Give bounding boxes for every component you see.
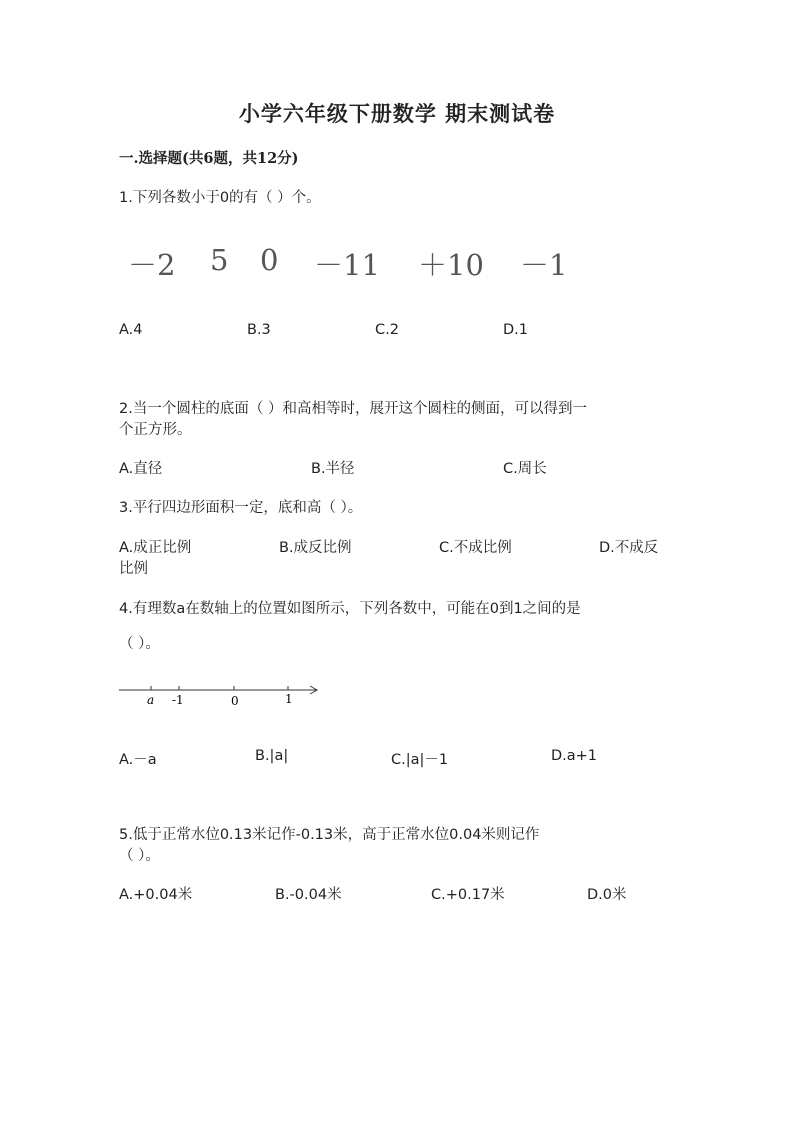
q1-option-d: D.1 [503, 322, 528, 338]
q1-number-5: ＋10 [418, 248, 484, 282]
page-title: 小学六年级下册数学 期末测试卷 [238, 101, 556, 126]
number-line-figure [119, 680, 324, 710]
q1-option-c: C.2 [375, 322, 399, 338]
section-heading: 一.选择题(共6题，共12分) [119, 150, 299, 167]
q1-number-6: －1 [520, 248, 568, 282]
q5-option-b: B.-0.04米 [275, 887, 342, 903]
q3-option-a: A.成正比例 [119, 540, 192, 556]
label-1: 1 [285, 692, 293, 706]
q1-number-2: 5 [210, 243, 229, 277]
q3-option-d-wrap: 比例 [119, 561, 148, 577]
question-4-stem-line1: 4.有理数a在数轴上的位置如图所示，下列各数中，可能在0到1之间的是 [119, 601, 581, 617]
q3-option-b: B.成反比例 [279, 540, 352, 556]
q5-option-a: A.+0.04米 [119, 887, 193, 903]
q5-option-c: C.+0.17米 [431, 887, 505, 903]
label-minus-1: -1 [172, 693, 184, 707]
q4-option-b: B.|a| [255, 748, 289, 764]
q2-option-c: C.周长 [503, 461, 547, 477]
q1-number-3: 0 [260, 243, 279, 277]
q1-number-4: －11 [314, 248, 380, 282]
label-a: a [147, 693, 155, 707]
q1-number-1: －2 [128, 248, 176, 282]
q2-option-b: B.半径 [311, 461, 355, 477]
question-5-stem-line1: 5.低于正常水位0.13米记作-0.13米，高于正常水位0.04米则记作 [119, 827, 540, 843]
question-5-stem-line2: （ ）。 [119, 848, 160, 864]
q4-option-c: C.|a|－1 [391, 752, 449, 768]
question-2-stem-line1: 2.当一个圆柱的底面（ ）和高相等时，展开这个圆柱的侧面，可以得到一 [119, 401, 587, 417]
q4-option-d: D.a+1 [551, 748, 598, 764]
q1-option-b: B.3 [247, 322, 271, 338]
question-1-stem: 1.下列各数小于0的有（ ）个。 [119, 190, 321, 206]
question-3-stem: 3.平行四边形面积一定，底和高（ ）。 [119, 500, 363, 516]
question-4-stem-line2: （ ）。 [119, 636, 160, 652]
q5-option-d: D.0米 [587, 887, 627, 903]
label-0: 0 [231, 694, 239, 708]
question-2-stem-line2: 个正方形。 [119, 422, 192, 438]
q2-option-a: A.直径 [119, 461, 163, 477]
q1-option-a: A.4 [119, 322, 143, 338]
q3-option-d: D.不成反 [599, 540, 659, 556]
q3-option-c: C.不成比例 [439, 540, 512, 556]
q4-option-a: A.－a [119, 752, 157, 768]
